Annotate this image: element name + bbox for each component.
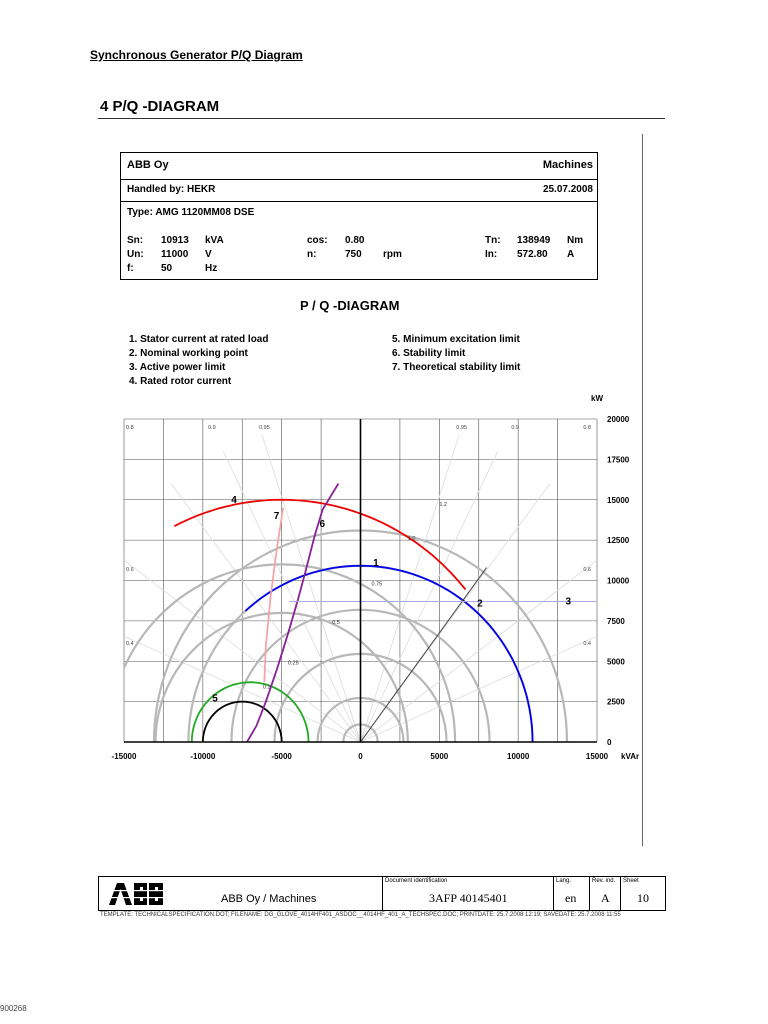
param-label: cos:	[307, 235, 328, 246]
handled-by: Handled by: HEKR	[127, 184, 216, 195]
x-tick-label: -15000	[111, 752, 137, 761]
series-number-label: 5	[212, 693, 218, 705]
header-row-handler	[121, 179, 597, 202]
template-note: TEMPLATE: TECHNICALSPECIFICATION.DOT; FILENAME: DG_GLOVE_4014HF401_ASDOC__4014HF_401_A_TECHSPEC.DOC; PRINTDATE: 25.7.2008 12:19; SAVEDATE: 25.7.2008 11:55	[100, 912, 621, 918]
division-name: Machines	[542, 159, 593, 171]
y-tick-label: 10000	[607, 576, 630, 586]
rev-label: Rev. ind.	[592, 878, 616, 884]
param-value: 10913	[161, 235, 189, 246]
doc-id: 3AFP 40145401	[429, 891, 508, 905]
rev-value: A	[601, 891, 610, 905]
radius-circle-label: 0.1	[262, 684, 271, 691]
power-factor-label: 0.9	[208, 425, 216, 431]
legend-item: 2. Nominal working point	[129, 348, 248, 359]
series-number-label: 1	[373, 557, 379, 569]
param-label: Un:	[127, 249, 144, 260]
power-factor-ray	[223, 451, 360, 742]
legend-item: 6. Stability limit	[392, 348, 466, 359]
y-tick-label: 15000	[607, 495, 630, 505]
radius-circle-label: 0.5	[332, 620, 340, 627]
sheet-value: 10	[637, 891, 649, 905]
series-number-label: 3	[565, 596, 572, 608]
series-2-curve	[361, 568, 487, 742]
series-number-label: 2	[477, 598, 483, 610]
param-unit: kVA	[205, 235, 224, 246]
series-number-label: 4	[231, 494, 237, 506]
series-number-label: 7	[273, 511, 280, 523]
title-block	[98, 876, 666, 911]
header-date: 25.07.2008	[542, 184, 593, 195]
power-factor-ray	[361, 613, 650, 742]
page-number: 900268	[0, 1004, 27, 1013]
param-label: f:	[127, 263, 134, 274]
y-tick-label: 12500	[607, 536, 630, 546]
lang-cell	[553, 877, 590, 910]
section-title: 4 P/Q -DIAGRAM	[100, 98, 220, 115]
power-factor-label: 0.8	[126, 425, 134, 431]
param-value: 572.80	[517, 249, 548, 260]
radius-circle-label: 0.75	[371, 581, 383, 588]
lang-label: Lang.	[556, 878, 572, 884]
x-tick-label: 5000	[430, 752, 449, 761]
power-factor-label: 0.6	[126, 567, 134, 573]
power-factor-label: 0.95	[259, 425, 270, 431]
y-tick-label: 20000	[607, 415, 630, 424]
x-axis-label: kVAr	[621, 752, 640, 761]
x-tick-label: 0	[358, 752, 363, 761]
series-number-label: 6	[319, 519, 326, 531]
param-unit: rpm	[383, 249, 402, 260]
rev-cell	[589, 877, 621, 910]
x-tick-label: -10000	[190, 752, 216, 761]
x-tick-label: 10000	[507, 752, 530, 761]
abb-logo	[109, 883, 165, 908]
param-label: In:	[485, 249, 498, 260]
power-factor-label: 0.4	[583, 641, 591, 647]
y-tick-label: 7500	[607, 616, 625, 626]
diagram-title: P / Q -DIAGRAM	[300, 298, 400, 313]
reference-circles	[100, 435, 649, 742]
x-tick-label: -5000	[271, 752, 292, 761]
radius-circle-label: 0.25	[287, 660, 299, 667]
power-factor-label: 0.9	[511, 425, 519, 431]
lang-value: en	[565, 891, 577, 905]
param-value: 11000	[161, 249, 189, 260]
y-tick-label: 17500	[607, 455, 630, 465]
company-name: ABB Oy	[127, 159, 169, 171]
radius-circle-label: 1.2	[439, 502, 447, 509]
legend-item: 4. Rated rotor current	[129, 376, 232, 387]
machine-type: Type: AMG 1120MM08 DSE	[127, 207, 255, 218]
sheet-label: Sheet	[623, 878, 639, 884]
pq-diagram-chart	[100, 385, 660, 770]
legend-item: 1. Stator current at rated load	[129, 334, 269, 345]
document-title: Synchronous Generator P/Q Diagram	[90, 48, 303, 62]
header-row-company	[121, 153, 597, 180]
doc-id-cell	[382, 877, 554, 910]
y-axis-label: kW	[591, 394, 603, 403]
spec-header	[120, 152, 598, 280]
y-tick-label: 2500	[607, 697, 625, 707]
y-tick-label: 5000	[607, 657, 625, 667]
footer-company: ABB Oy / Machines	[221, 893, 317, 905]
legend-item: 7. Theoretical stability limit	[392, 362, 521, 373]
param-unit: A	[567, 249, 575, 260]
param-value: 750	[345, 249, 362, 260]
chart-labels	[112, 394, 640, 761]
param-label: n:	[307, 249, 317, 260]
param-unit: Nm	[567, 235, 584, 246]
radius-circle-label: 1.0	[407, 536, 416, 543]
legend-item: 3. Active power limit	[129, 362, 226, 373]
legend-item: 5. Minimum excitation limit	[392, 334, 520, 345]
param-value: 0.80	[345, 235, 365, 246]
power-factor-label: 0.6	[583, 567, 591, 573]
param-label: Tn:	[485, 235, 501, 246]
power-factor-label: 0.95	[456, 425, 467, 431]
x-tick-label: 15000	[585, 752, 609, 761]
sheet-cell	[620, 877, 666, 910]
y-tick-label: 0	[607, 738, 612, 747]
section-divider	[98, 118, 665, 119]
param-value: 50	[161, 263, 173, 274]
param-unit: Hz	[205, 263, 218, 274]
doc-id-label: Document identification	[385, 878, 448, 884]
param-label: Sn:	[127, 235, 144, 246]
param-value: 138949	[517, 235, 551, 246]
param-unit: V	[205, 249, 212, 260]
power-factor-label: 0.4	[126, 641, 134, 647]
power-factor-label: 0.8	[583, 425, 591, 431]
